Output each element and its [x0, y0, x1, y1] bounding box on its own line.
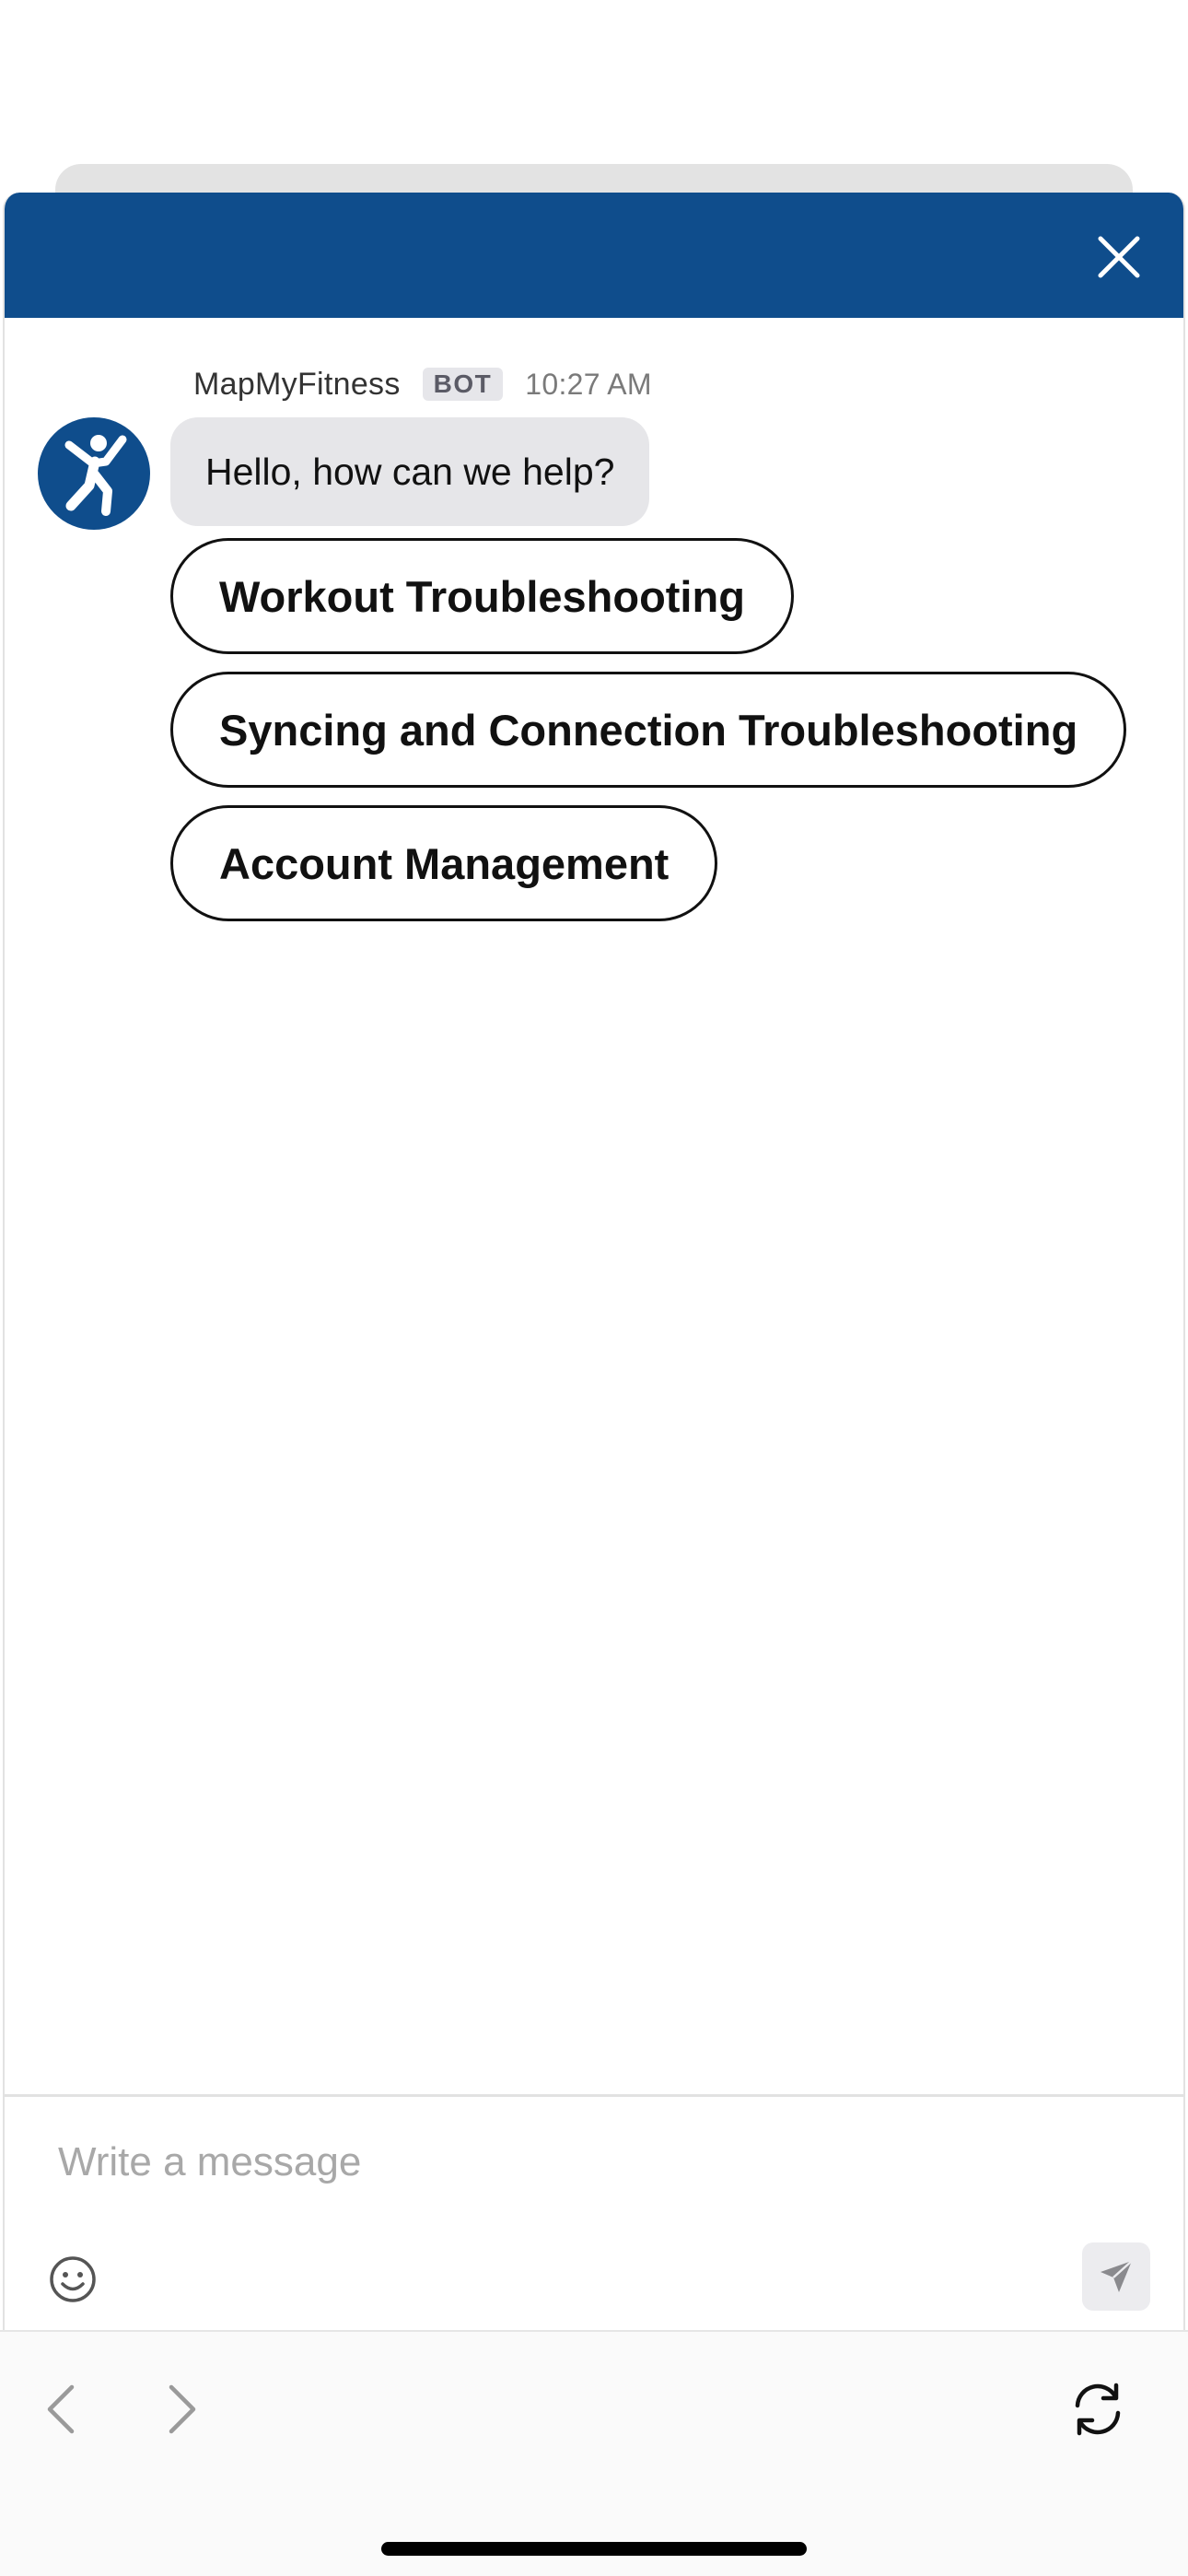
bot-message-bubble: Hello, how can we help?	[170, 417, 649, 526]
message-composer	[5, 2094, 1183, 2330]
chat-header	[5, 193, 1183, 318]
quick-reply-syncing-connection[interactable]: Syncing and Connection Troubleshooting	[170, 672, 1126, 788]
message-timestamp: 10:27 AM	[525, 367, 652, 401]
smiley-icon	[47, 2254, 99, 2305]
quick-reply-account-management[interactable]: Account Management	[170, 805, 717, 921]
emoji-button[interactable]	[47, 2254, 99, 2305]
browser-toolbar	[0, 2330, 1188, 2576]
message-input[interactable]	[58, 2132, 979, 2193]
quick-reply-workout-troubleshooting[interactable]: Workout Troubleshooting	[170, 538, 794, 654]
forward-button[interactable]	[153, 2382, 208, 2437]
bot-badge: BOT	[423, 368, 504, 401]
avatar	[38, 417, 150, 530]
close-button[interactable]	[1091, 229, 1147, 285]
home-indicator	[381, 2542, 807, 2556]
chevron-right-icon	[153, 2382, 208, 2437]
back-button[interactable]	[35, 2382, 90, 2437]
close-icon	[1091, 229, 1147, 285]
send-icon	[1097, 2257, 1136, 2296]
chat-panel	[3, 193, 1185, 2330]
message-meta	[193, 366, 652, 403]
sender-name: MapMyFitness	[193, 366, 401, 402]
chevron-left-icon	[35, 2382, 90, 2437]
refresh-button[interactable]	[1068, 2380, 1127, 2439]
refresh-icon	[1068, 2380, 1127, 2439]
jumping-person-icon	[38, 417, 150, 530]
send-button[interactable]	[1082, 2242, 1150, 2311]
